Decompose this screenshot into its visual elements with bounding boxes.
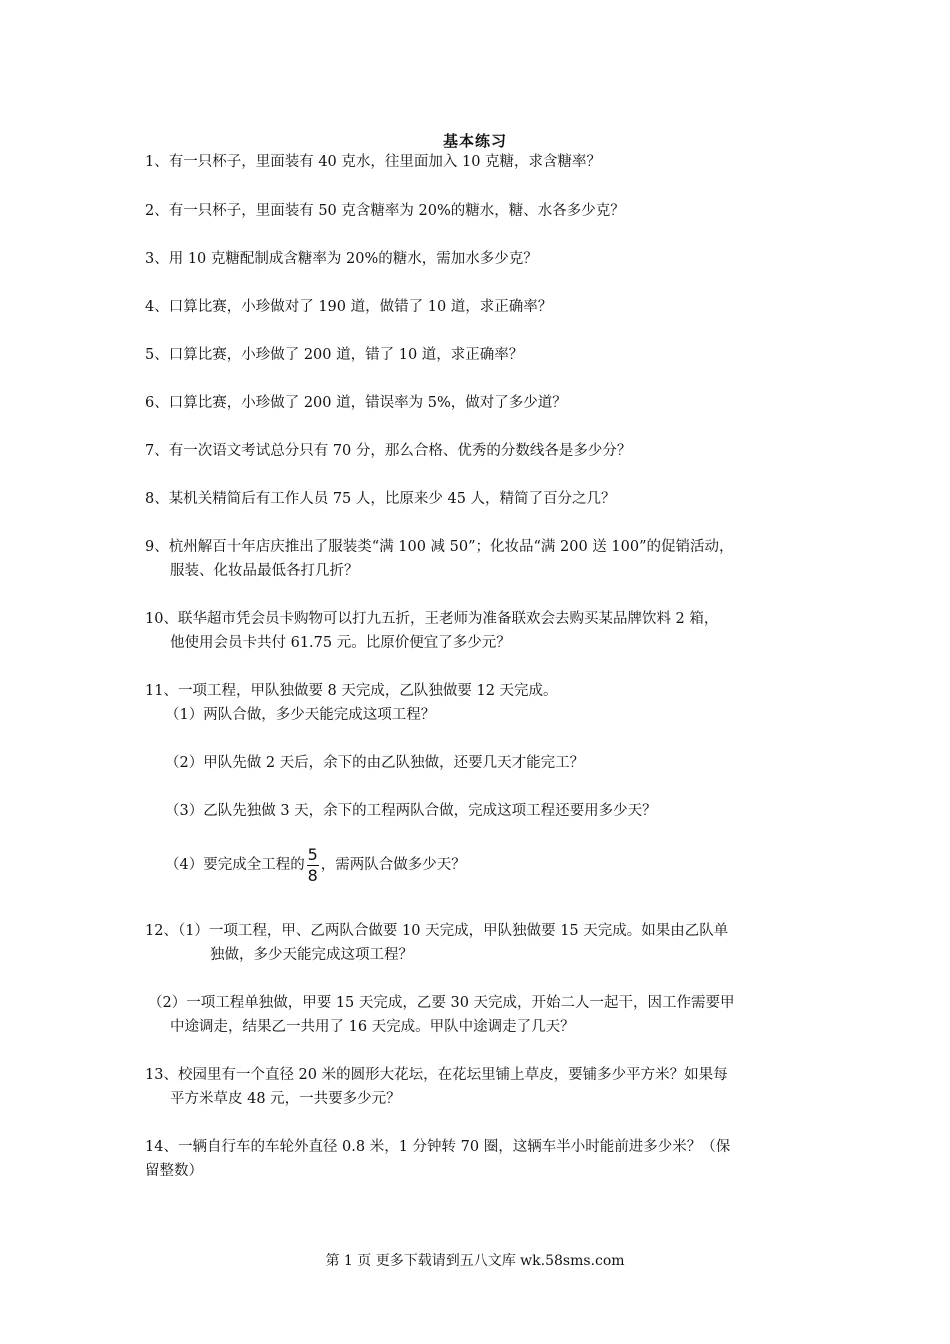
fraction-five-eighths [307, 846, 319, 885]
page-title: 基本练习 [442, 132, 507, 150]
question-11: 11、一项工程，甲队独做要 8 天完成，乙队独做要 12 天完成。 [145, 683, 558, 699]
question-11-part-4-prefix: （4）要完成全工程的 [165, 857, 305, 873]
fraction-denominator: 8 [307, 865, 318, 885]
question-7: 7、有一次语文考试总分只有 70 分，那么合格、优秀的分数线各是多少分？ [145, 443, 632, 459]
question-12-line-1: 12、（1）一项工程，甲、乙两队合做要 10 天完成，甲队独做要 15 天完成。如果由乙队单 [145, 923, 729, 939]
question-9-line-2: 服装、化妆品最低各打几折？ [170, 563, 359, 579]
question-11-part-4 [165, 845, 466, 885]
question-12-line-2: 独做，多少天能完成这项工程？ [210, 947, 413, 963]
question-14-line-1: 14、一辆自行车的车轮外直径 0.8 米，1 分钟转 70 圈，这辆车半小时能前进多少米？（保 [145, 1139, 731, 1155]
question-6: 6、口算比赛，小珍做了 200 道，错误率为 5%，做对了多少道？ [145, 395, 567, 411]
question-5: 5、口算比赛，小珍做了 200 道，错了 10 道，求正确率？ [145, 347, 524, 363]
question-11-part-1: （1）两队合做，多少天能完成这项工程？ [165, 707, 436, 723]
question-13-line-2: 平方米草皮 48 元，一共要多少元？ [170, 1091, 401, 1107]
question-4: 4、口算比赛，小珍做对了 190 道，做错了 10 道，求正确率？ [145, 299, 553, 315]
question-13-line-1: 13、校园里有一个直径 20 米的圆形大花坛，在花坛里铺上草皮，要铺多少平方米？如果每 [145, 1067, 728, 1083]
fraction-numerator: 5 [307, 844, 318, 864]
question-14-line-2: 留整数） [145, 1163, 203, 1179]
question-12-line-3: （2）一项工程单独做，甲要 15 天完成，乙要 30 天完成，开始二人一起干，因工作需要甲 [148, 995, 735, 1011]
question-1: 1、有一只杯子，里面装有 40 克水，往里面加入 10 克糖，求含糖率？ [145, 154, 602, 170]
question-3: 3、用 10 克糖配制成含糖率为 20%的糖水，需加水多少克？ [145, 251, 538, 267]
question-9-line-1: 9、杭州解百十年店庆推出了服装类“满 100 减 50”；化妆品“满 200 送 100”的促销活动， [145, 539, 734, 555]
question-11-part-3: （3）乙队先独做 3 天，余下的工程两队合做，完成这项工程还要用多少天？ [165, 803, 657, 819]
question-2: 2、有一只杯子，里面装有 50 克含糖率为 20%的糖水，糖、水各多少克？ [145, 203, 625, 219]
question-11-part-2: （2）甲队先做 2 天后，余下的由乙队独做，还要几天才能完工？ [165, 755, 585, 771]
question-8: 8、某机关精简后有工作人员 75 人，比原来少 45 人，精简了百分之几？ [145, 491, 616, 507]
question-10-line-1: 10、联华超市凭会员卡购物可以打九五折，王老师为准备联欢会去购买某品牌饮料 2 箱， [145, 611, 719, 627]
page-footer: 第 1 页 更多下载请到五八文库 wk.58sms.com [325, 1253, 625, 1269]
question-10-line-2: 他使用会员卡共付 61.75 元。比原价便宜了多少元？ [170, 635, 511, 651]
question-12-line-4: 中途调走，结果乙一共用了 16 天完成。甲队中途调走了几天？ [170, 1019, 575, 1035]
question-11-part-4-suffix: ，需两队合做多少天？ [320, 857, 466, 873]
